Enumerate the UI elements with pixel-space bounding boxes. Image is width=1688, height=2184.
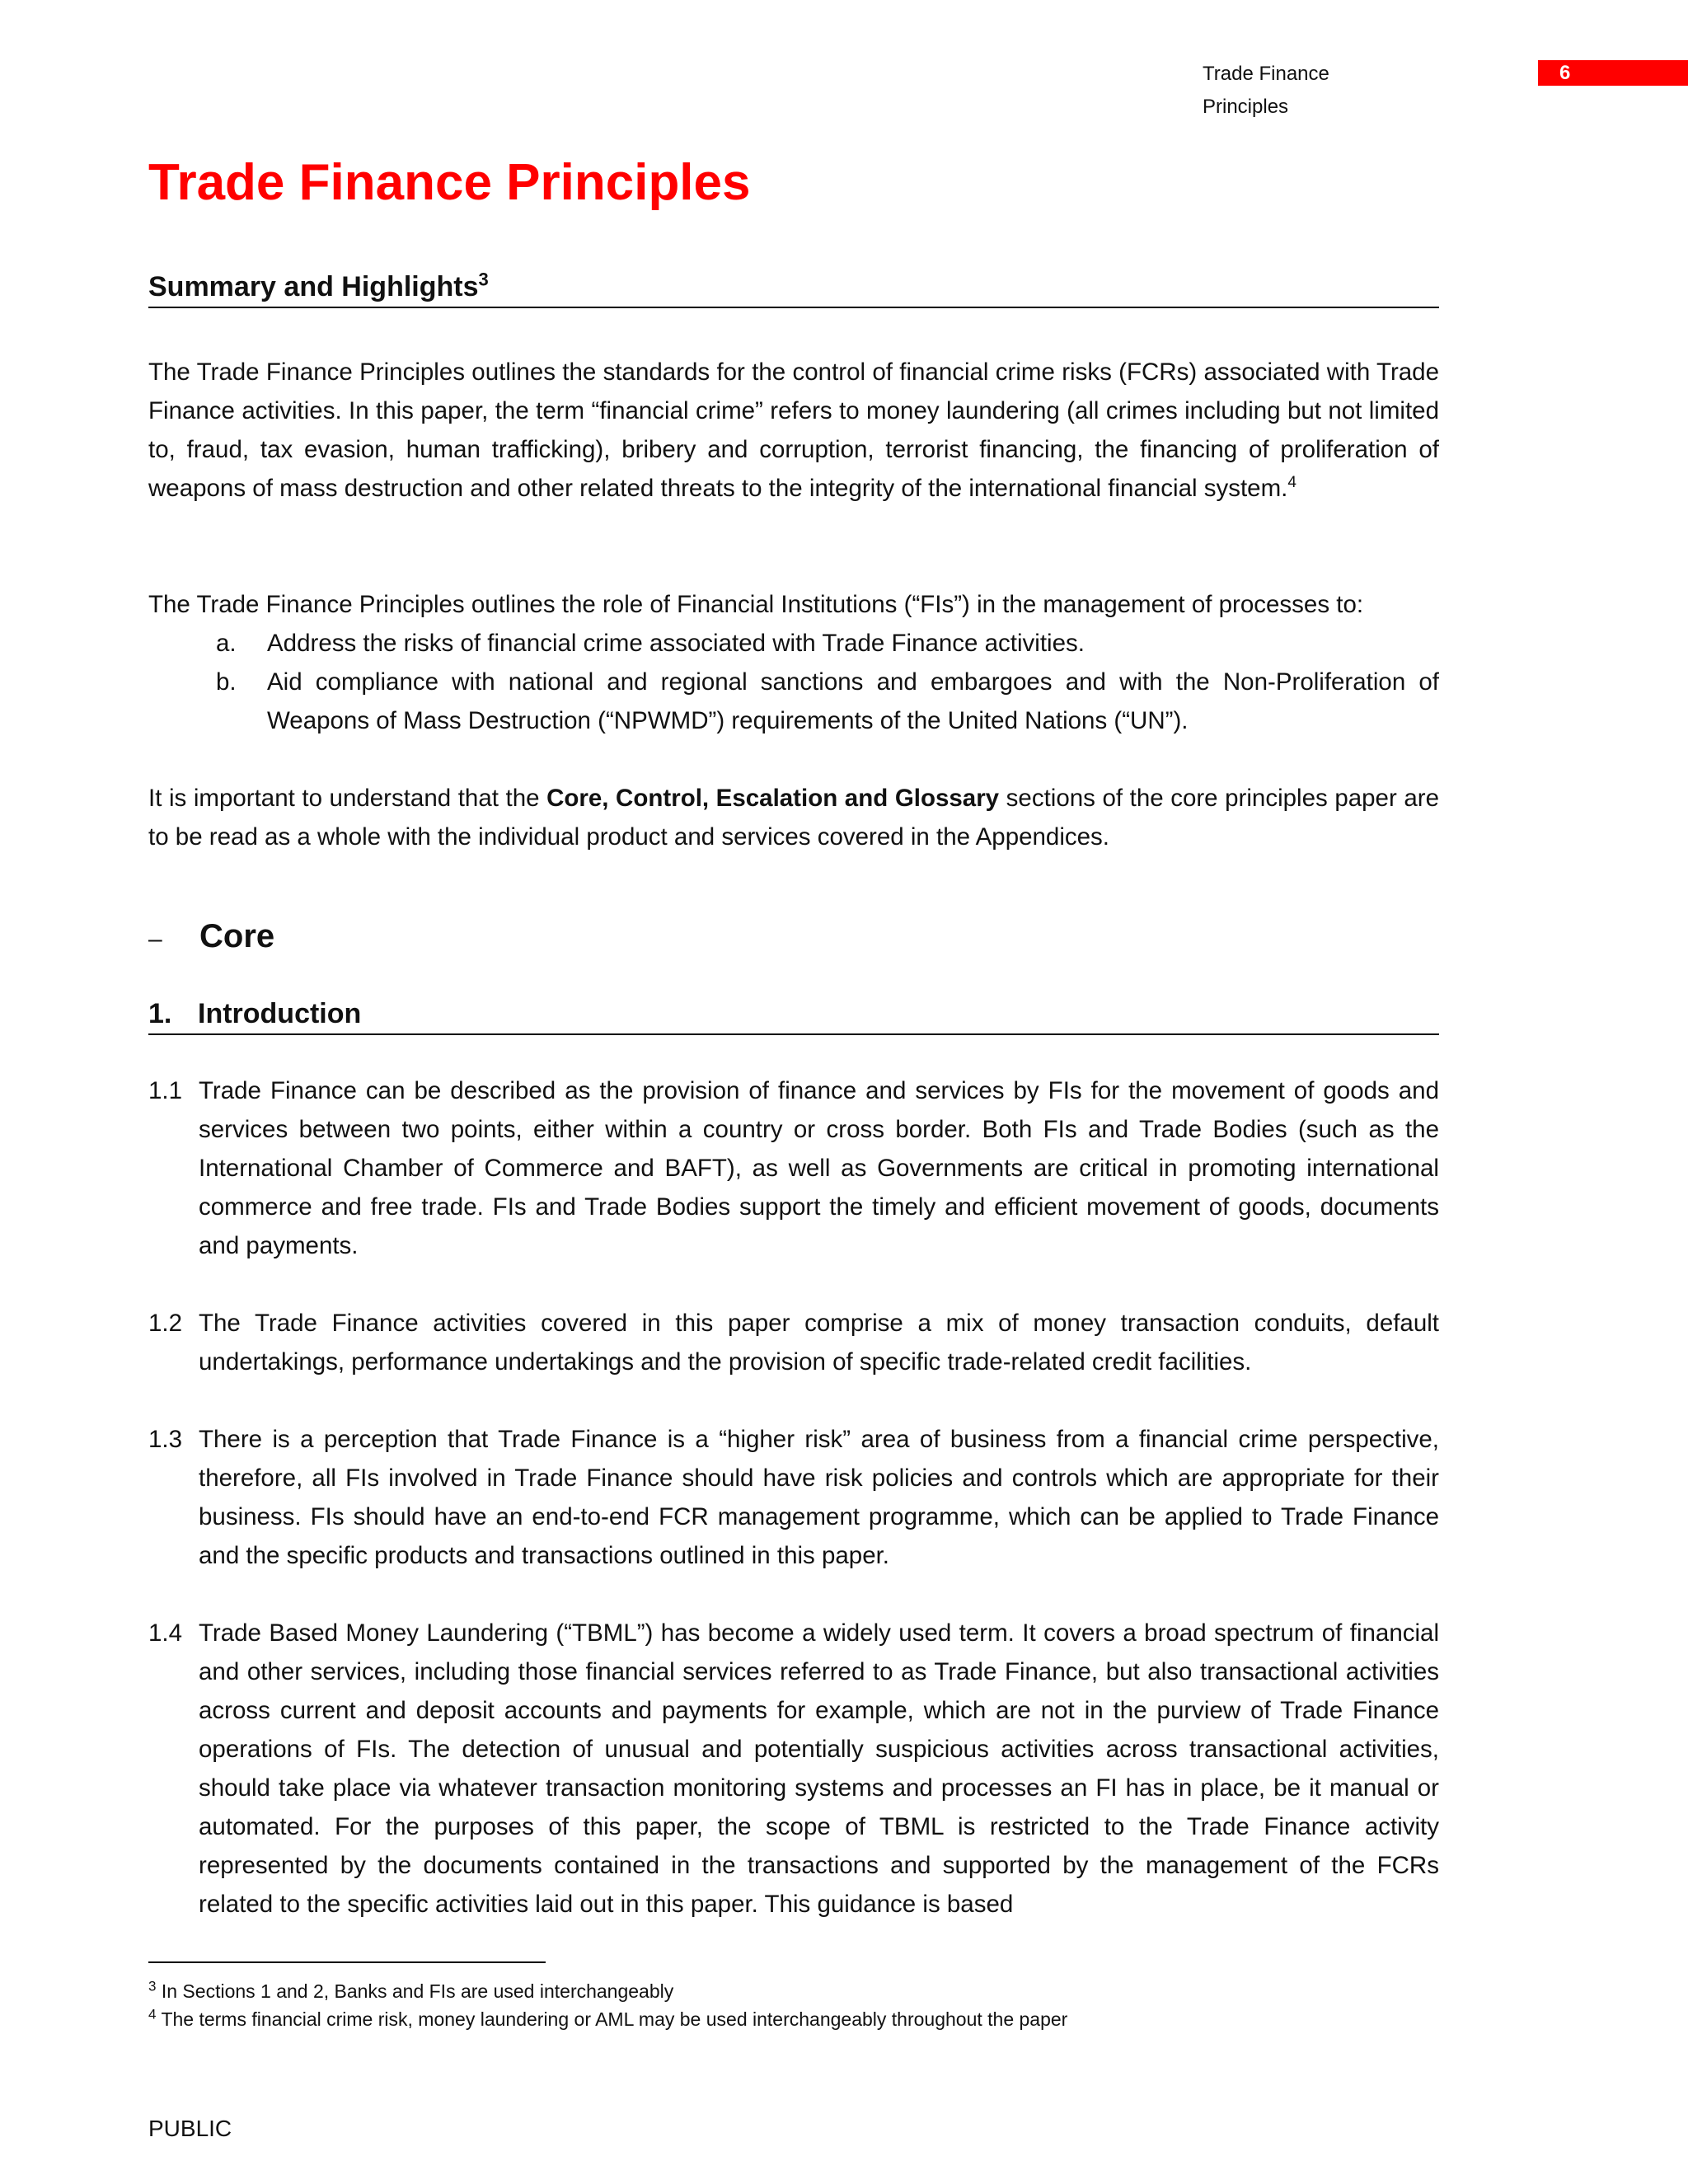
core-heading bbox=[148, 913, 274, 963]
summary-paragraph-3-end: sections of the core principles paper are to be read as a whole with the individual product and services covered in the Appendices. bbox=[148, 785, 1439, 851]
paragraph-number: 1.1 bbox=[148, 1077, 183, 1104]
numbered-paragraph bbox=[148, 1614, 1439, 1924]
paragraph-text: Trade Based Money Laundering (“TBML”) has become a widely used term. It covers a broad spectrum of financial and other services, including those financial services referred to as Trade Finance, but also transactional activities across current and deposit accounts and payments for example, which are not in the purview of Trade Finance operations of FIs. The detection of unusual and potentially suspicious activities across transactional activities, should take place via whatever transaction monitoring systems and processes an FI has in place, be it manual or automated. For the purposes of this paper, the scope of TBML is restricted to the Trade Finance activity represented by the documents contained in the transactions and supported by the management of the FCRs related to the specific activities laid out in this paper. This guidance is based bbox=[199, 1619, 1439, 1918]
numbered-paragraph bbox=[148, 1420, 1439, 1575]
list-marker: b. bbox=[216, 668, 237, 696]
document-title: Trade Finance Principles bbox=[148, 154, 751, 211]
footnote bbox=[148, 2005, 1439, 2033]
summary-paragraph-2: The Trade Finance Principles outlines the role of Financial Institutions (“FIs”) in the management of processes to: bbox=[148, 591, 1364, 618]
running-header-title: Trade Finance Principles bbox=[1203, 63, 1329, 118]
footnote-ref: 4 bbox=[148, 2006, 157, 2022]
summary-heading bbox=[148, 269, 1439, 308]
summary-paragraph-1 bbox=[148, 353, 1439, 508]
core-dash: – bbox=[148, 926, 162, 953]
paragraph-number: 1.3 bbox=[148, 1426, 183, 1453]
paragraph-text: The Trade Finance activities covered in this paper comprise a mix of money transaction conduits, default undertakings, performance undertakings and the provision of specific trade-related credit facilities. bbox=[199, 1310, 1439, 1376]
core-heading-text: Core bbox=[199, 918, 275, 954]
summary-paragraph-1-text: The Trade Finance Principles outlines the standards for the control of financial crime risks (FCRs) associated with Trade Finance activities. In this paper, the term “financial crime” refers to money laundering (all crimes including but not limited to, fraud, tax evasion, human trafficking), bribery and corruption, terrorist financing, the financing of proliferation of weapons of mass destruction and other related threats to the integrity of the international financial system. bbox=[148, 359, 1439, 502]
footnote-ref: 3 bbox=[148, 1978, 157, 1994]
list-item bbox=[216, 624, 1439, 663]
introduction-heading bbox=[148, 996, 1439, 1035]
footnote-text: In Sections 1 and 2, Banks and FIs are used interchangeably bbox=[156, 1980, 674, 2002]
summary-heading-text: Summary and Highlights bbox=[148, 271, 479, 302]
summary-paragraph-3-bold: Core, Control, Escalation and Glossary bbox=[546, 785, 1000, 812]
classification-label: PUBLIC bbox=[148, 2116, 232, 2141]
page-number-badge: 6 bbox=[1538, 60, 1688, 86]
footnote bbox=[148, 1977, 1439, 2005]
numbered-paragraph bbox=[148, 1071, 1439, 1265]
summary-paragraph-3-start: It is important to understand that the bbox=[148, 785, 547, 812]
introduction-heading-text: Introduction bbox=[198, 998, 362, 1029]
paragraph-text: There is a perception that Trade Finance is a “higher risk” area of business from a financial crime perspective, therefore, all FIs involved in Trade Finance should have risk policies and controls which are appropriate for their business. FIs should have an end-to-end FCR management programme, which can be applied to Trade Finance and the specific products and transactions outlined in this paper. bbox=[199, 1426, 1439, 1569]
footnote-divider bbox=[148, 1961, 546, 1963]
list-item bbox=[216, 663, 1439, 740]
paragraph-number: 1.4 bbox=[148, 1619, 183, 1647]
introduction-number: 1. bbox=[148, 998, 172, 1029]
summary-paragraph-1-footnote-ref: 4 bbox=[1287, 474, 1296, 492]
footnote-text: The terms financial crime risk, money laundering or AML may be used interchangeably throughout the paper bbox=[156, 2008, 1068, 2030]
summary-footnote-ref: 3 bbox=[478, 269, 489, 290]
summary-paragraph-3 bbox=[148, 779, 1439, 856]
list-item-text: Address the risks of financial crime associated with Trade Finance activities. bbox=[267, 630, 1085, 657]
paragraph-text: Trade Finance can be described as the provision of finance and services by FIs for the movement of goods and services between two points, either within a country or cross border. Both FIs and Trade Bodies (such as the International Chamber of Commerce and BAFT), as well as Governments are critical in promoting international commerce and free trade. FIs and Trade Bodies support the timely and efficient movement of goods, documents and payments. bbox=[199, 1077, 1439, 1259]
numbered-paragraph bbox=[148, 1304, 1439, 1381]
paragraph-number: 1.2 bbox=[148, 1310, 183, 1337]
list-marker: a. bbox=[216, 630, 237, 657]
list-item-text: Aid compliance with national and regional sanctions and embargoes and with the Non-Proliferation of Weapons of Mass Destruction (“NPWMD”) requirements of the United Nations (“UN”). bbox=[267, 668, 1439, 734]
